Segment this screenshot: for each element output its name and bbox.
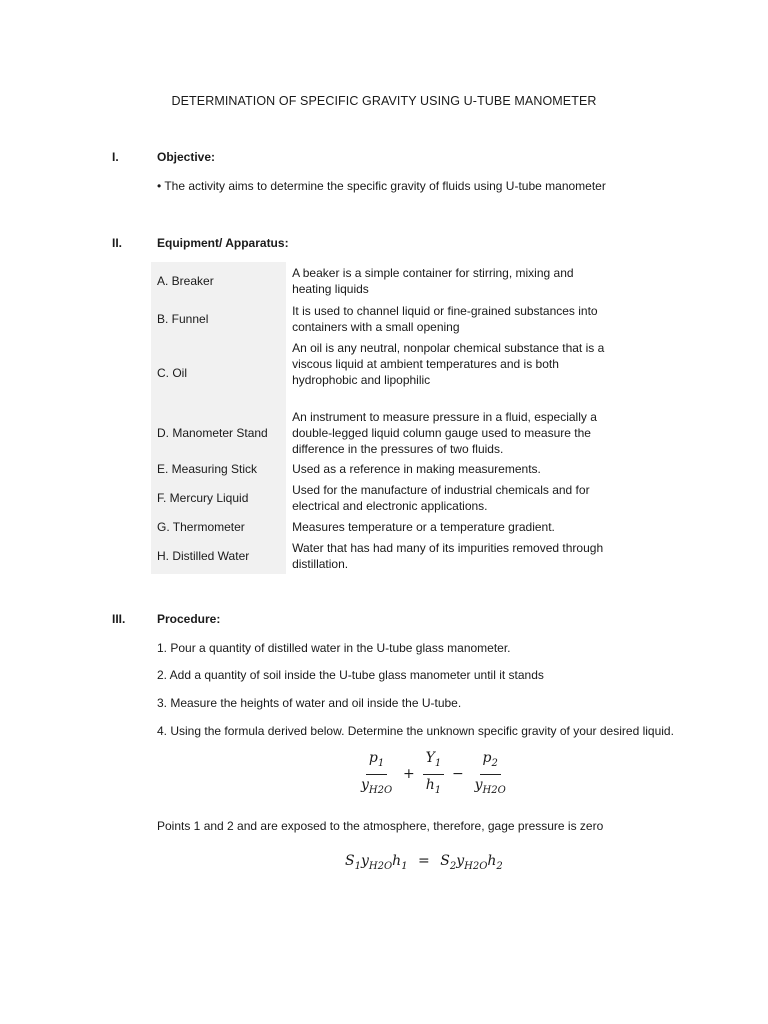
subscript: H2O (368, 784, 393, 796)
equipment-name: G. Thermometer (151, 516, 286, 538)
symbol: p (368, 750, 378, 766)
procedure-step-4: 4. Using the formula derived below. Determine the unknown specific gravity of your desired liquid. (157, 724, 674, 738)
equipment-table (151, 262, 611, 574)
procedure-step-2: 2. Add a quantity of soil inside the U-tube glass manometer until it stands (157, 668, 544, 682)
subscript: 2 (449, 860, 457, 872)
section-heading-objective: Objective: (157, 150, 216, 164)
formula-bernoulli (356, 750, 511, 799)
symbol: S (345, 853, 355, 869)
equipment-description: An instrument to measure pressure in a fluid, especially a double-legged liquid column gauge used to measure the difference in the pressures of two fluids. (292, 410, 597, 456)
table-row (151, 338, 611, 408)
equipment-description: It is used to channel liquid or fine-grained substances into containers with a small opening (292, 304, 598, 334)
subscript: 2 (496, 860, 503, 872)
equals-sign: = (418, 853, 430, 869)
procedure-step-3: 3. Measure the heights of water and oil inside the U-tube. (157, 696, 462, 710)
subscript: 2 (491, 757, 498, 769)
equipment-description: Water that has had many of its impurities removed through distillation. (292, 541, 604, 571)
procedure-note: Points 1 and 2 and are exposed to the atmosphere, therefore, gage pressure is zero (157, 819, 604, 833)
symbol: y (360, 853, 369, 869)
symbol: h (425, 776, 435, 793)
equipment-description: Used for the manufacture of industrial chemicals and for electrical and electronic applications. (292, 483, 590, 513)
subscript: 1 (377, 757, 385, 769)
fraction-y1-over-h1 (423, 750, 445, 799)
equipment-name: E. Measuring Stick (151, 458, 286, 480)
equipment-name: C. Oil (151, 338, 286, 408)
symbol: y (361, 776, 369, 793)
equipment-name: B. Funnel (151, 300, 286, 338)
document-title: DETERMINATION OF SPECIFIC GRAVITY USING U-TUBE MANOMETER (171, 94, 597, 108)
section-numeral-objective: I. (112, 150, 119, 164)
equipment-description: Used as a reference in making measurements. (292, 462, 541, 476)
minus-sign: − (452, 766, 464, 783)
symbol: h (487, 853, 497, 869)
subscript: 1 (434, 757, 442, 769)
subscript: 1 (401, 860, 408, 872)
table-row (151, 458, 611, 480)
symbol: h (392, 853, 402, 869)
symbol: p (482, 750, 492, 766)
subscript: H2O (368, 860, 393, 872)
fraction-p2-over-yh2o (472, 750, 509, 799)
objective-bullet: • The activity aims to determine the specific gravity of fluids using U-tube manometer (157, 179, 606, 193)
fraction-p1-over-yh2o (358, 750, 395, 799)
equipment-name: F. Mercury Liquid (151, 480, 286, 516)
equipment-name: A. Breaker (151, 262, 286, 300)
subscript: H2O (464, 860, 488, 872)
table-row (151, 262, 611, 300)
formula-specific-gravity (345, 853, 503, 872)
table-row (151, 300, 611, 338)
table-row (151, 538, 611, 574)
section-heading-procedure: Procedure: (157, 612, 221, 626)
equipment-name: D. Manometer Stand (151, 408, 286, 458)
procedure-step-1: 1. Pour a quantity of distilled water in the U-tube glass manometer. (157, 641, 511, 655)
symbol: y (474, 776, 483, 793)
symbol: Y (425, 750, 435, 766)
table-row (151, 516, 611, 538)
subscript: 1 (434, 784, 442, 796)
equipment-description: A beaker is a simple container for stirring, mixing and heating liquids (292, 266, 574, 296)
section-heading-equipment: Equipment/ Apparatus: (157, 236, 289, 250)
subscript: 1 (354, 860, 361, 872)
plus-sign: + (403, 766, 415, 783)
symbol: S (440, 853, 450, 869)
table-row (151, 480, 611, 516)
table-row (151, 408, 611, 458)
subscript: H2O (482, 784, 506, 796)
section-numeral-equipment: II. (112, 236, 123, 250)
equipment-description: Measures temperature or a temperature gradient. (292, 520, 555, 534)
section-numeral-procedure: III. (112, 612, 126, 626)
equipment-description: An oil is any neutral, nonpolar chemical substance that is a viscous liquid at ambient temperatures and is both hydrophobic and lipophilic (292, 341, 605, 387)
symbol: y (456, 853, 465, 869)
equipment-name: H. Distilled Water (151, 538, 286, 574)
